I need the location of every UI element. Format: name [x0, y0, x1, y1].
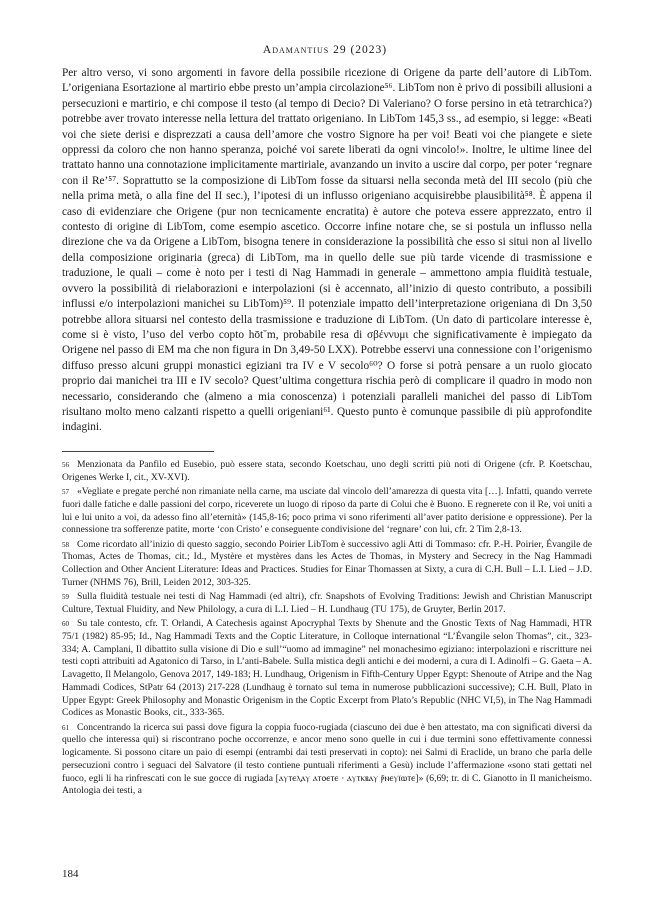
footnote-number: 59 — [62, 593, 69, 601]
footnote-61 — [62, 722, 592, 799]
running-header: Adamantius 29 (2023) — [262, 44, 388, 56]
footnote-text: Su tale contesto, cfr. T. Orlandi, A Catechesis against Apocryphal Texts by Shenute and the Gnostic Texts of Nag Hammadi, HTR 75/1 (1982) 85-95; Id., Nag Hammadi Texts and the Coptic Literature, in Colloque international “L’Évangile selon Thomas”, cit., 323-334; A. Camplani, Il dibattito sulla visione di Dio e sull’“uomo ad immagine” nel monachesimo egiziano: interpolazioni e riscritture nei testi copti attribuiti ad Agatonico di Tarso, in L’anti-Babele. Sulla mistica degli antichi e dei moderni, a cura di I. Adinolfi – G. Gaeta – A. Lavagetto, Il Melangolo, Genova 2017, 149-183; H. Lundhaug, Origenism in Fifth-Century Upper Egypt: Shenoute of Atripe and the Nag Hammadi Codices, StPatr 64 (2013) 217-228 (Lundhaug è tornato sul tema in numerose pubblicazioni successive); C.H. Bull, Plato in Upper Egypt: Greek Philosophy and Monastic Origenism in the Coptic Excerpt from Plato’s Republic (NHC VI,5), in The Nag Hammadi Codices as Monastic Books, cit., 333-365. — [62, 618, 592, 719]
body-paragraph: Per altro verso, vi sono argomenti in favore della possibile ricezione di Origene da parte dell’autore di LibTom. L’origeniana Esortazione al martirio ebbe presto un’ampia circolazione⁵⁶. LibTom non è privo di possibili allusioni a persecuzioni e martirio, e chi compose il testo (al tempo di Decio? Di Valeriano? O forse persino in età tetrarchica?) potrebbe aver trovato interesse nella lettura del trattato origeniano. In LibTom 145,3 ss., ad esempio, si legge: «Beati voi che siete derisi e disprezzati a causa dell’amore che vostro Signore ha per voi! Beati voi che piangete e siete oppressi da coloro che non hanno speranza, poiché voi sarete liberati da ogni vincolo!». Inoltre, le ultime linee del trattato hanno una connotazione implicitamente martiriale, avanzando un invito a uscire dal corpo, per poter ‘regnare con il Re’⁵⁷. Soprattutto se la composizione di LibTom fosse da situarsi nella seconda metà del III secolo (più che nella prima metà, o alla fine del II sec.), l’ipotesi di un influsso origeniano acquisirebbe plausibilità⁵⁸. È appena il caso di evidenziare che Origene (pur non tecnicamente encratita) è autore che poteva essere apprezzato, entro il contesto di origine di LibTom, come esempio ascetico. Occorre infine notare che, se si postula un influsso nella direzione che va da Origene a LibTom, bisogna tenere in considerazione la possibilità che esso si situi non al livello della composizione originaria (greca) di LibTom, ma in quello delle sue più tarde vicende di trasmissione e traduzione, le quali – come è noto per i testi di Nag Hammadi in generale – ammettono ampia fluidità testuale, ovvero la possibilità di rielaborazioni e interpolazioni (si è accennato, all’inizio di questo contributo, a possibili influssi e/o interpolazioni manichei su LibTom)⁵⁹. Il potenziale impatto dell’interpretazione origeniana di Dn 3,50 potrebbe allora situarsi nel contesto della trasmissione e traduzione di LibTom. (Un dato di particolare interesse è, come si è visto, l’uso del verbo copto hōt˘m, probabile resa di σβέννυμι che significativamente è impiegato da Origene nel passo di EM ma che non figura in Dn 3,49-50 LXX). Potrebbe esservi una connessione con l’origenismo diffuso presso alcuni gruppi monastici egiziani tra IV e V secolo⁶⁰? O forse si potrà pensare a un ruolo giocato proprio dai manichei tra III e IV secolo? Quest’ultima congettura rischia però di complicare il quadro in modo non necessario, considerando che (almeno a mia conoscenza) i potenziali paralleli manichei del passo di LibTom risultano molto meno calzanti rispetto a quelli origeniani⁶¹. Questo punto è comunque passibile di più approfondite indagini. — [62, 67, 592, 434]
footnotes — [62, 459, 592, 800]
footnote-text: Menzionata da Panfilo ed Eusebio, può essere stata, secondo Koetschau, uno degli scritti più noti di Origene (cfr. P. Koetschau, Origenes Werke I, cit., XV-XVI). — [62, 459, 592, 483]
footnote-number: 61 — [62, 723, 69, 732]
footnote-60 — [62, 618, 592, 720]
footnote-text: Come ricordato all’inizio di questo saggio, secondo Poirier LibTom è successivo agli Atti di Tommaso: cfr. P.-H. Poirier, Évangile de Thomas, Actes de Thomas, cit.; Id., Mystère et mystères dans les Actes de Thomas, in Mystery and Secrecy in the Nag Hammadi Collection and Other Ancient Literature: Ideas and Practices. Studies for Einar Thomassen at Sixty, a cura di C.H. Bull – L.I. Lied – J.D. Turner (NHMS 76), Brill, Leiden 2012, 303-325. — [62, 538, 592, 588]
footnote-text: Concentrando la ricerca sui passi dove figura la coppia fuoco-rugiada (ciascuno dei due è ben attestato, ma con significati diversi da quello che interessa qui) si riscontrano poche occorrenze, e ancor meno sono quelle in cui i due termini sono effettivamente connessi logicamente. Si possono citare un paio di esempi (entrambi dai testi preservati in copto): nei Salmi di Eraclide, un brano che parla delle persecuzioni contro i seguaci del Salvatore (il testo contiene puntuali riferimenti a Gesù) include l’affermazione «sono stati gettati nel fuoco, egli li ha rinfrescati con le sue gocce di rugiada [ⲁⲩⲧⲉⲗⲁⲩ ⲁⲧⲟⲉⲧⲉ · ⲁⲩⲧⲕⲃⲁⲩ ⲣ̄ⲛⲉⲩⲓ̈ⲱⲧⲉ]» (6,69; tr. di C. Gianotto in Il manicheismo. Antologia dei testi, a — [62, 721, 592, 797]
footnote-text: «Vegliate e pregate perché non rimaniate nella carne, ma usciate dal vincolo dell’amarezza di questa vita […]. Infatti, quando verrete fuori dalle fatiche e dalle passioni del corpo, riceverete un luogo di riposo da parte di Colui che è Buono. E regnerete con il Re, voi uniti a lui e lui unito a voi, da adesso fino all’eternità» (145,8-16; poco prima vi sono riferimenti all’aver patito derisione e oppressione). Per la connessione tra sofferenze patite, morte ‘con Cristo’ e conseguente condivisione del ‘regnare’ con lui, cfr. 2 Tim 2,8-13. — [62, 486, 592, 536]
footnote-text: Sulla fluidità testuale nei testi di Nag Hammadi (ed altri), cfr. Snapshots of Evolving Traditions: Jewish and Christian Manuscript Culture, Textual Fluidity, and New Philology, a cura di L.I. Lied – H. Lundhaug (TU 175), de Gruyter, Berlin 2017. — [62, 591, 592, 615]
main-text — [62, 66, 592, 436]
footnote-number: 57 — [62, 488, 69, 496]
footnote-56 — [62, 459, 592, 485]
footnote-separator — [62, 451, 214, 452]
footnote-number: 60 — [62, 620, 69, 628]
footnote-57 — [62, 486, 592, 537]
footnote-59 — [62, 591, 592, 617]
footnote-number: 58 — [62, 540, 69, 549]
page-number: 184 — [62, 868, 79, 880]
footnote-number: 56 — [62, 461, 69, 469]
footnote-58 — [62, 539, 592, 590]
